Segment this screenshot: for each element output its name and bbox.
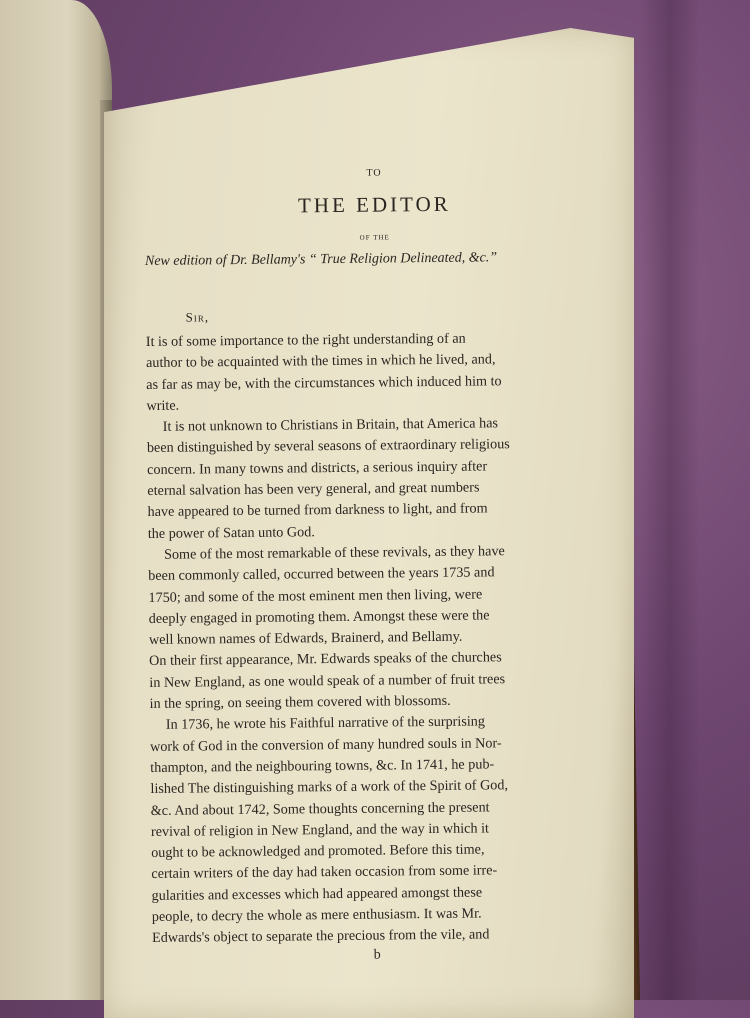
text-line: In 1736, he wrote his Faithful narrative of the surprising: [165, 713, 486, 734]
heading-to: TO: [366, 167, 382, 179]
text-line: eternal salvation has been very general, and great numbers: [147, 479, 480, 500]
text-line: in the spring, on seeing them covered with blossoms.: [149, 692, 451, 713]
text-line: write.: [146, 397, 180, 414]
text-line: been commonly called, occurred between the years 1735 and: [148, 564, 495, 585]
text-line: people, to decry the whole as mere enthusiasm. It was Mr.: [151, 905, 482, 925]
text-line: as far as may be, with the circumstances which induced him to: [146, 372, 502, 393]
heading-title: THE EDITOR: [297, 191, 451, 218]
text-line: have appeared to be turned from darkness to light, and from: [147, 500, 488, 521]
signature-mark: b: [373, 947, 381, 963]
text-line: Edwards's object to separate the precious from the vile, and: [151, 926, 490, 947]
page-text: [144, 165, 582, 965]
text-line: work of God in the conversion of many hundred souls in Nor-: [149, 734, 502, 755]
heading-subtitle: New edition of Dr. Bellamy's “ True Religion Delineated, &c.”: [144, 250, 498, 269]
salutation: Sir,: [185, 309, 210, 325]
text-line: revival of religion in New England, and the way in which it: [150, 820, 490, 840]
cloth-fold: [640, 0, 700, 1000]
text-line: been distinguished by several seasons of extraordinary religious: [146, 436, 510, 457]
text-line: It is not unknown to Christians in Britain, that America has: [162, 415, 499, 436]
text-line: gularities and excesses which had appeared amongst these: [151, 884, 483, 904]
text-line: Some of the most remarkable of these revivals, as they have: [163, 543, 505, 563]
text-line: in New England, as one would speak of a number of fruit trees: [149, 670, 506, 691]
text-line: thampton, and the neighbouring towns, &c. In 1741, he pub-: [150, 756, 495, 776]
text-line: well known names of Edwards, Brainerd, and Bellamy.: [148, 628, 463, 649]
text-line: certain writers of the day had taken occasion from some irre-: [151, 862, 498, 883]
text-line: On their first appearance, Mr. Edwards speaks of the churches: [149, 649, 502, 670]
text-line: &c. And about 1742, Some thoughts concerning the present: [150, 798, 490, 819]
text-line: lished The distinguishing marks of a work of the Spirit of God,: [150, 777, 509, 798]
text-line: author to be acquainted with the times in which he lived, and,: [145, 351, 496, 372]
left-page: [0, 0, 112, 1000]
body-text: [146, 327, 582, 949]
heading-of-the: OF THE: [359, 233, 390, 242]
text-line: concern. In many towns and districts, a serious inquiry after: [147, 458, 488, 478]
text-line: deeply engaged in promoting them. Amongst these were the: [148, 607, 490, 627]
text-line: the power of Satan unto God.: [147, 523, 315, 542]
text-line: It is of some importance to the right understanding of an: [145, 330, 466, 350]
text-line: 1750; and some of the most eminent men then living, were: [148, 586, 483, 606]
text-line: ought to be acknowledged and promoted. Before this time,: [151, 841, 485, 862]
